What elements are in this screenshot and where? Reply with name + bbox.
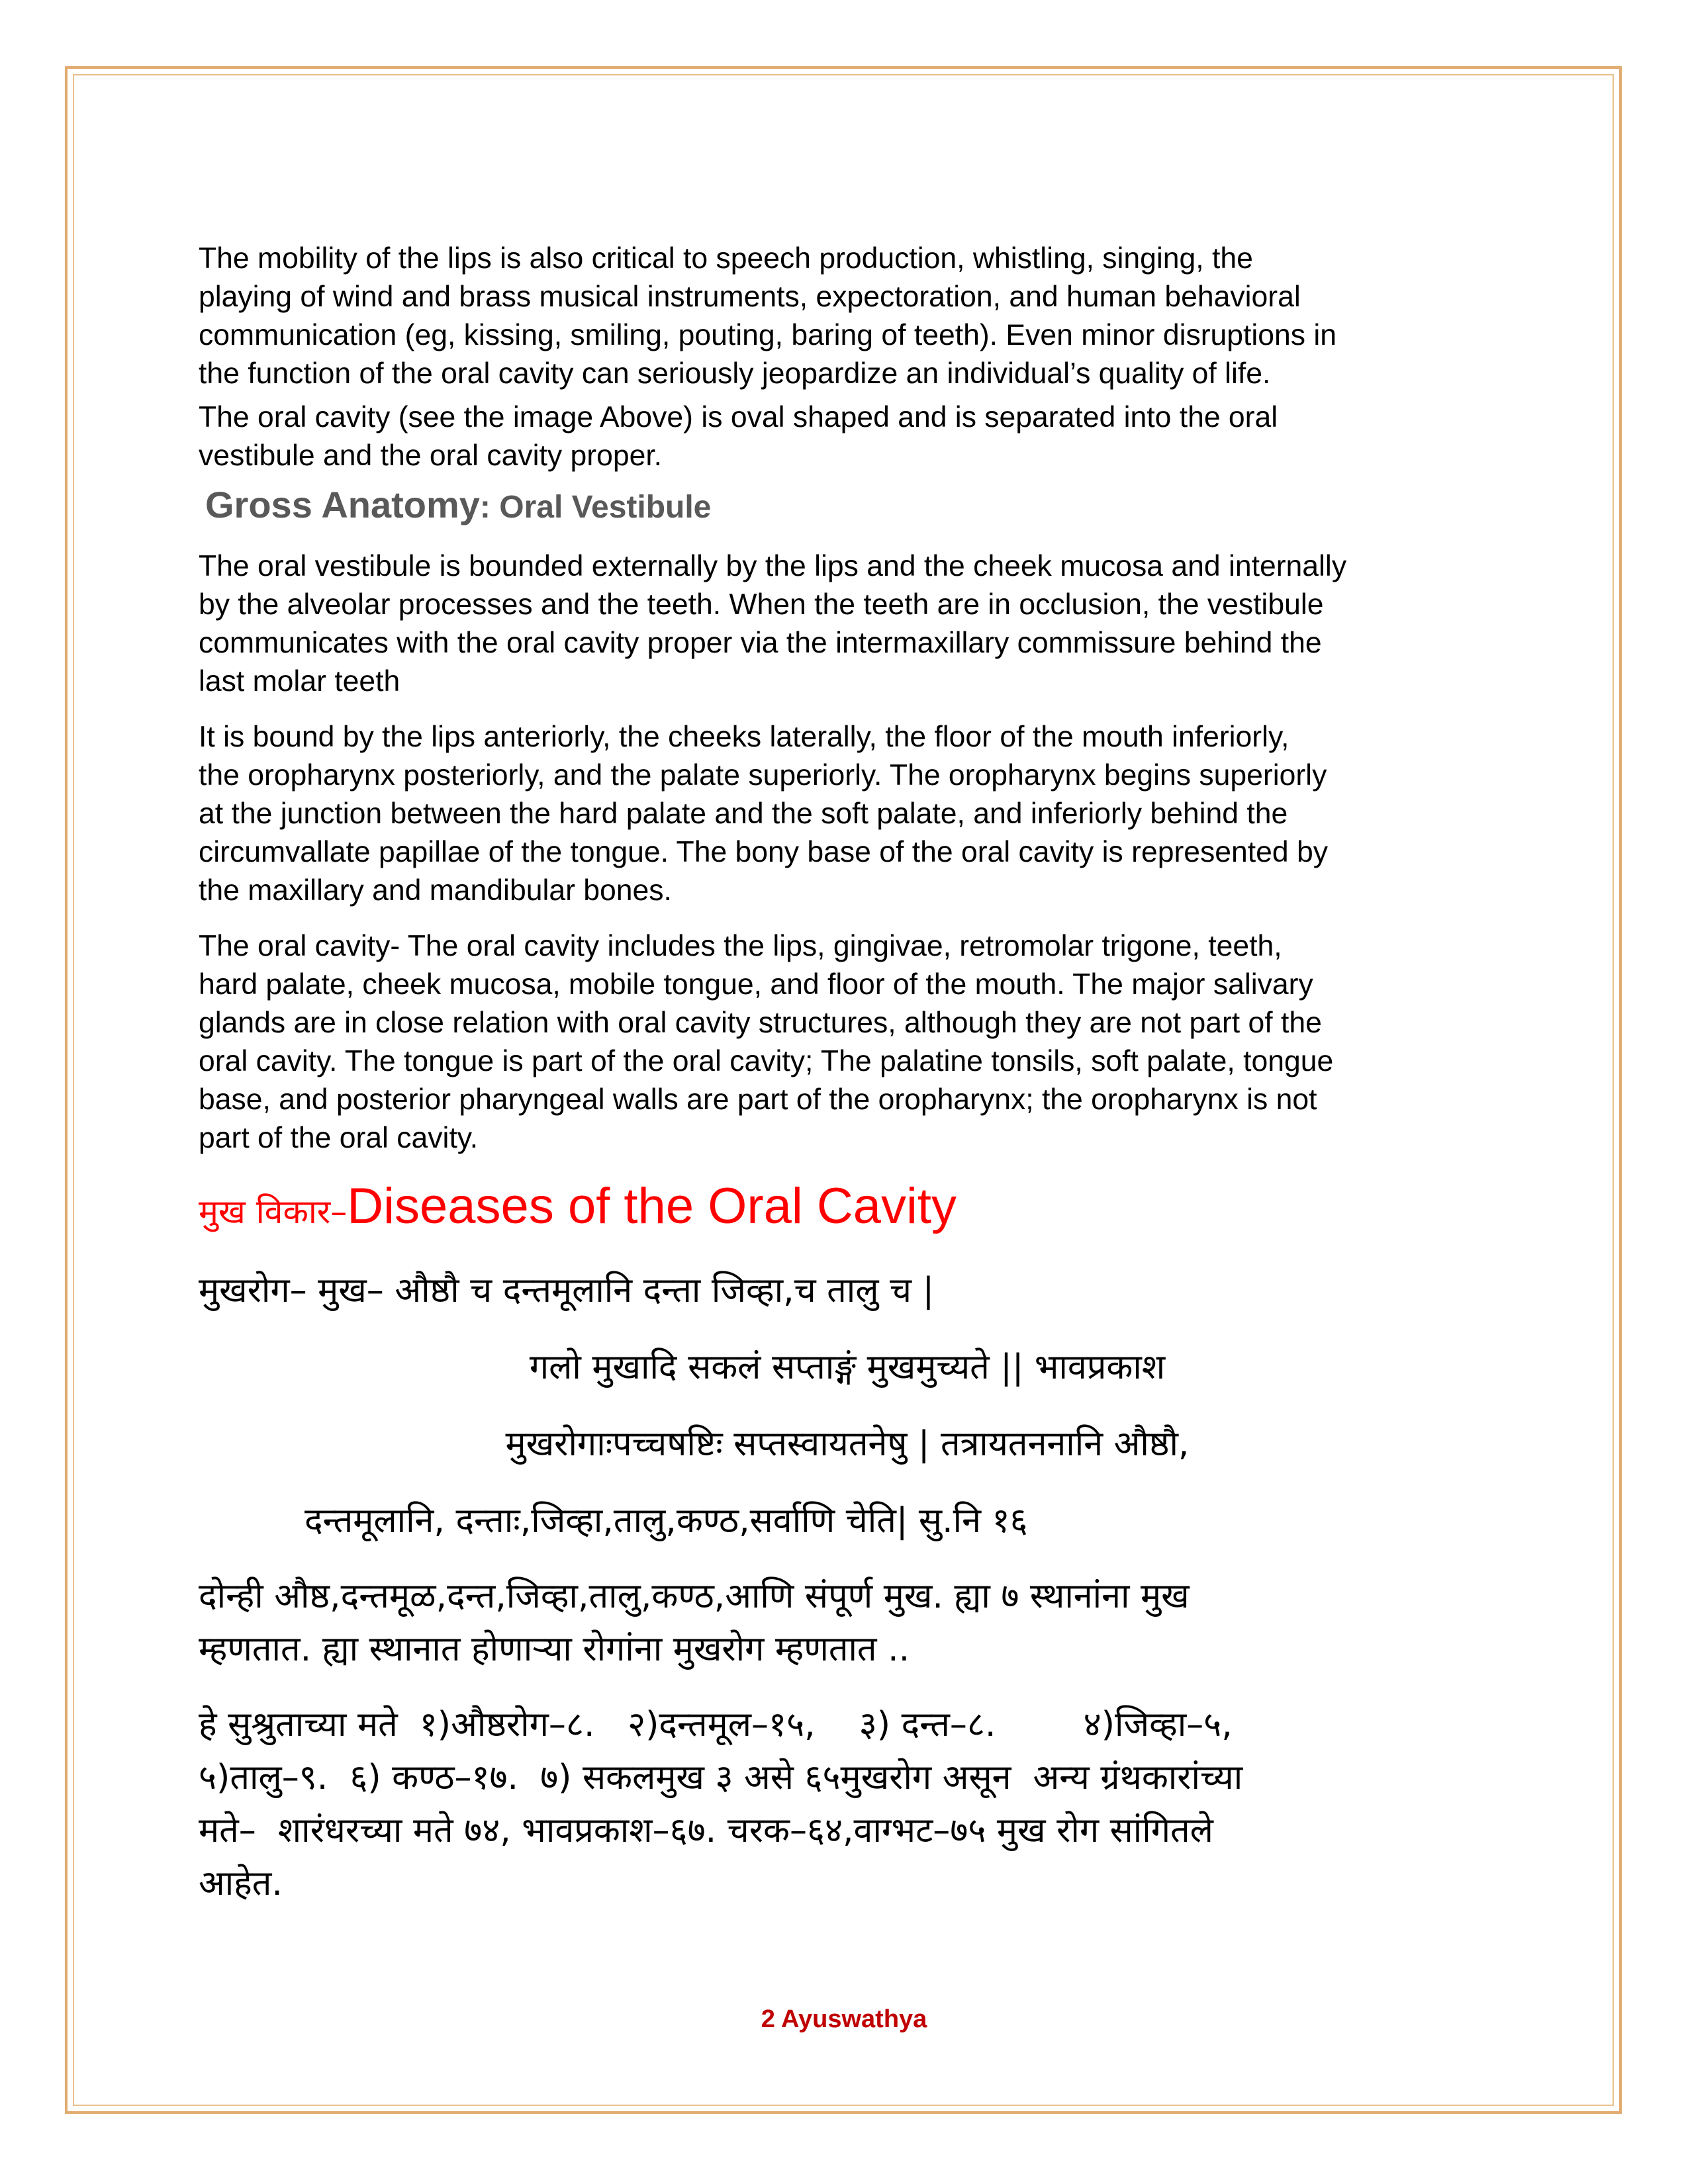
marathi-paragraph-2-line-1: हे सुश्रुताच्या मते १)औष्ठरोग–८. २)दन्तमूल–१५, ३) दन्त–८. ४)जिव्हा–५,: [199, 1705, 1233, 1745]
marathi-paragraph-2-line-2: ५)तालु–९. ६) कण्ठ–१७. ७) सकलमुख ३ असे ६५मुखरोग असून अन्य ग्रंथकारांच्या: [199, 1758, 1243, 1797]
heading-gross-anatomy-sub: : Oral Vestibule: [479, 490, 712, 525]
page-content: [199, 240, 1496, 1910]
marathi-paragraph-2-line-3: मते– शारंधरच्या मते ७४, भावप्रकाश–६७. चरक–६४,वाग्भट–७५ मुख रोग सांगितले: [199, 1811, 1213, 1850]
sanskrit-verse-line-1: मुखरोग– मुख– औष्ठौ च दन्तमूलानि दन्ता जिव्हा,च तालु च |: [199, 1271, 935, 1310]
sanskrit-verse-line-3: मुखरोगाःपच्चषष्टिः सप्तस्वायतनेषु | तत्रायतननानि औष्ठौ,: [505, 1424, 1190, 1464]
marathi-paragraph-2: [199, 1698, 1496, 1910]
sanskrit-verse-line-2: गलो मुखादि सकलं सप्ताङ्गं मुखमुच्यते || भावप्रकाश: [529, 1347, 1166, 1387]
paragraph-lips-mobility: The mobility of the lips is also critical to speech production, whistling, singing, the playing of wind and brass musical instruments, expectoration, and human behavioral communication (eg, kissing, smiling, pouting, baring of teeth). Even minor disruptions in the function of the oral cavity can seriously jeopardize an individual’s quality of life.: [199, 242, 1337, 390]
page-footer: 2 Ayuswathya: [761, 2005, 927, 2033]
marathi-paragraph-1-line-1: दोन्ही औष्ठ,दन्तमूळ,दन्त,जिव्हा,तालु,कण्ठ,आणि संपूर्ण मुख. ह्या ७ स्थानांना मुख: [199, 1576, 1190, 1616]
marathi-paragraph-1: [199, 1570, 1496, 1676]
paragraph-oral-cavity-includes: The oral cavity- The oral cavity includes the lips, gingivae, retromolar trigone, teeth, hard palate, cheek mucosa, mobile tongue, and floor of the mouth. The major salivary glands are in close relation with oral cavity structures, although they are not part of the oral cavity. The tongue is part of the oral cavity; The palatine tonsils, soft palate, tongue base, and posterior pharyngeal walls are part of the oropharynx; the oropharynx is not part of the oral cavity.: [199, 930, 1334, 1154]
paragraph-oral-vestibule: The oral vestibule is bounded externally by the lips and the cheek mucosa and internally by the alveolar processes and the teeth. When the teeth are in occlusion, the vestibule communicates with the oral cavity proper via the intermaxillary commissure behind the last molar teeth: [199, 550, 1347, 698]
heading-gross-anatomy-main: Gross Anatomy: [205, 484, 480, 525]
heading-diseases-english: Diseases of the Oral Cavity: [347, 1178, 957, 1234]
heading-gross-anatomy: [205, 482, 1496, 538]
marathi-paragraph-2-line-4: आहेत.: [199, 1864, 283, 1903]
heading-diseases-marathi: मुख विकार–: [199, 1193, 348, 1231]
heading-diseases-oral-cavity: [199, 1173, 1496, 1253]
sanskrit-verse-line-4: दन्तमूलानि, दन्ताः,जिव्हा,तालु,कण्ठ,सर्वाणि चेति| सु.नि १६: [305, 1501, 1028, 1541]
marathi-paragraph-1-line-2: म्हणतात. ह्या स्थानात होणाऱ्या रोगांना मुखरोग म्हणतात ..: [199, 1629, 910, 1669]
paragraph-oral-cavity-bounds: It is bound by the lips anteriorly, the cheeks laterally, the floor of the mouth inferiorly, the oropharynx posteriorly, and the palate superiorly. The oropharynx begins superiorly at the junction between the hard palate and the soft palate, and inferiorly behind the circumvallate papillae of the tongue. The bony base of the oral cavity is represented by the maxillary and mandibular bones.: [199, 721, 1329, 907]
paragraph-oral-cavity-shape: The oral cavity (see the image Above) is oval shaped and is separated into the oral vestibule and the oral cavity proper.: [199, 401, 1278, 472]
